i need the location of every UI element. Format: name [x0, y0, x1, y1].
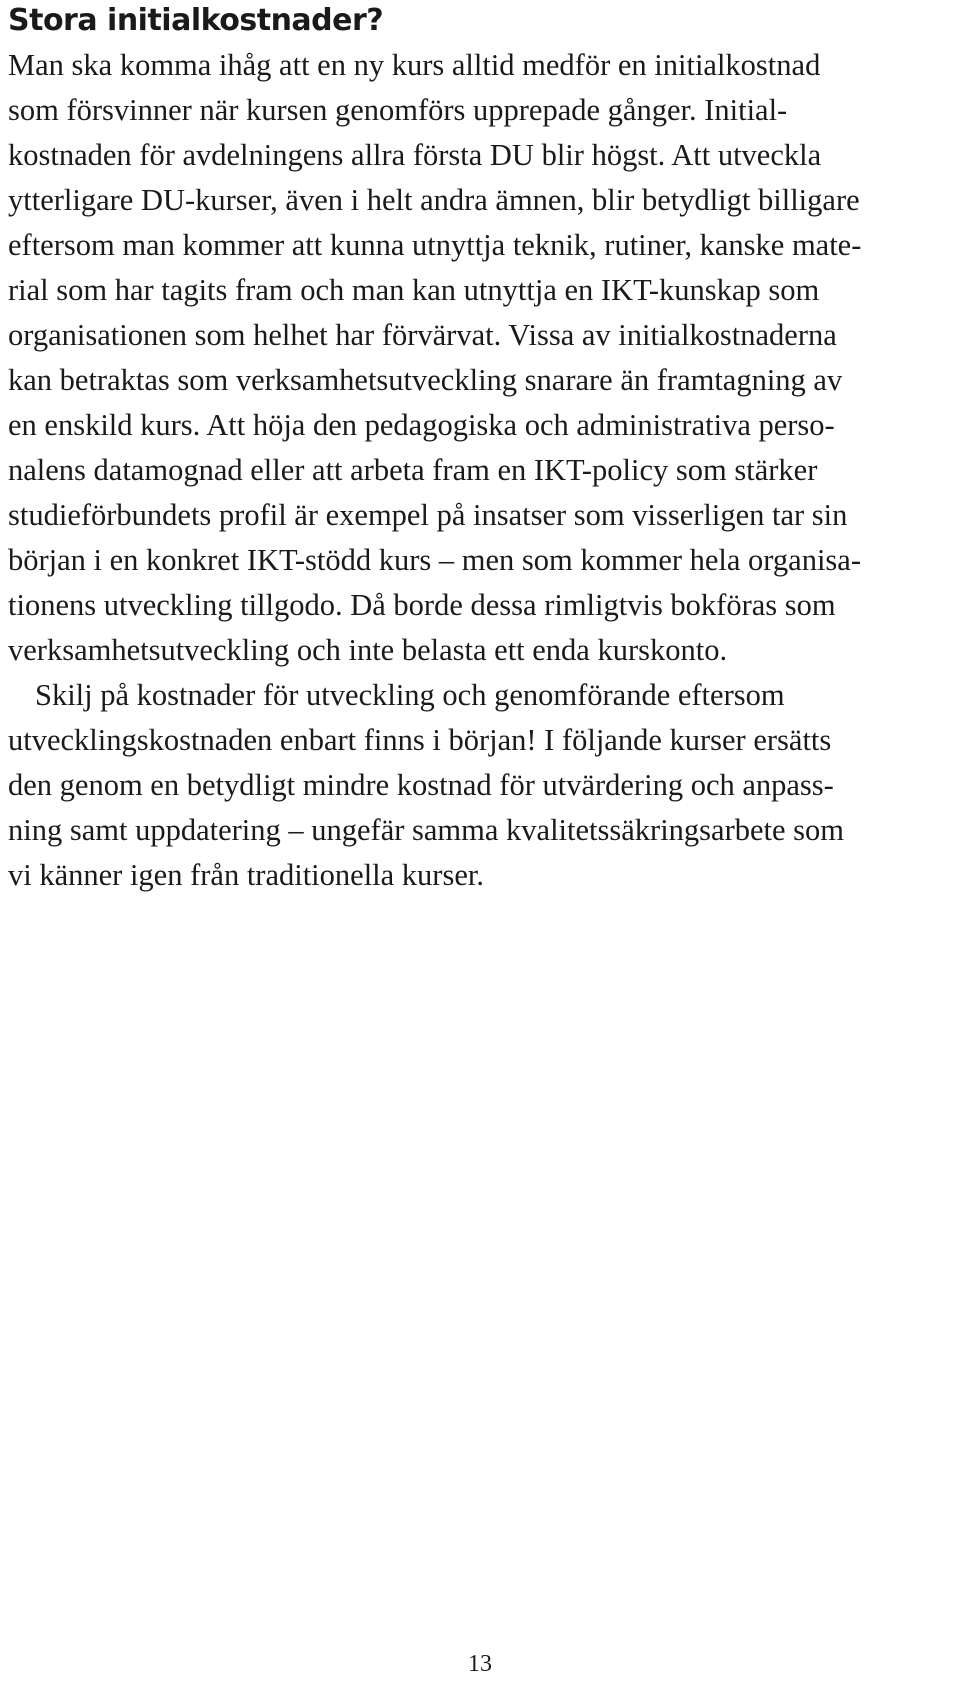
document-page: [8, 0, 948, 898]
text-line: Man ska komma ihåg att en ny kurs alltid medför en initialkostnad: [8, 48, 821, 82]
text-line: nalens datamognad eller att arbeta fram en IKT-policy som stärker: [8, 453, 818, 487]
text-line: tionens utveckling tillgodo. Då borde dessa rimligtvis bokföras som: [8, 588, 836, 622]
text-line: början i en konkret IKT-stödd kurs – men som kommer hela organisa-: [8, 543, 861, 577]
text-line: verksamhetsutveckling och inte belasta ett enda kurskonto.: [8, 633, 728, 667]
text-line: organisationen som helhet har förvärvat. Vissa av initialkostnaderna: [8, 318, 837, 352]
section-heading: Stora initialkostnader?: [8, 3, 384, 38]
page-number: 13: [468, 1651, 492, 1677]
text-line: studieförbundets profil är exempel på insatser som visserligen tar sin: [8, 498, 848, 532]
text-line: vi känner igen från traditionella kurser.: [8, 858, 484, 892]
text-line: kan betraktas som verksamhetsutveckling snarare än framtagning av: [8, 363, 843, 397]
text-line: kostnaden för avdelningens allra första DU blir högst. Att utveckla: [8, 138, 822, 172]
text-line: eftersom man kommer att kunna utnyttja teknik, rutiner, kanske mate-: [8, 228, 862, 262]
text-line: den genom en betydligt mindre kostnad för utvärdering och anpass-: [8, 768, 834, 802]
text-line-indented: Skilj på kostnader för utveckling och genomförande eftersom: [35, 678, 785, 712]
text-line: ytterligare DU-kurser, även i helt andra ämnen, blir betydligt billigare: [8, 183, 860, 217]
text-line: utvecklingskostnaden enbart finns i början! I följande kurser ersätts: [8, 723, 832, 757]
text-line: ning samt uppdatering – ungefär samma kvalitetssäkringsarbete som: [8, 813, 844, 847]
text-line: rial som har tagits fram och man kan utnyttja en IKT-kunskap som: [8, 273, 820, 307]
body-text: [8, 43, 948, 898]
text-line: en enskild kurs. Att höja den pedagogiska och administrativa perso-: [8, 408, 835, 442]
text-line: som försvinner när kursen genomförs upprepade gånger. Initial-: [8, 93, 788, 127]
